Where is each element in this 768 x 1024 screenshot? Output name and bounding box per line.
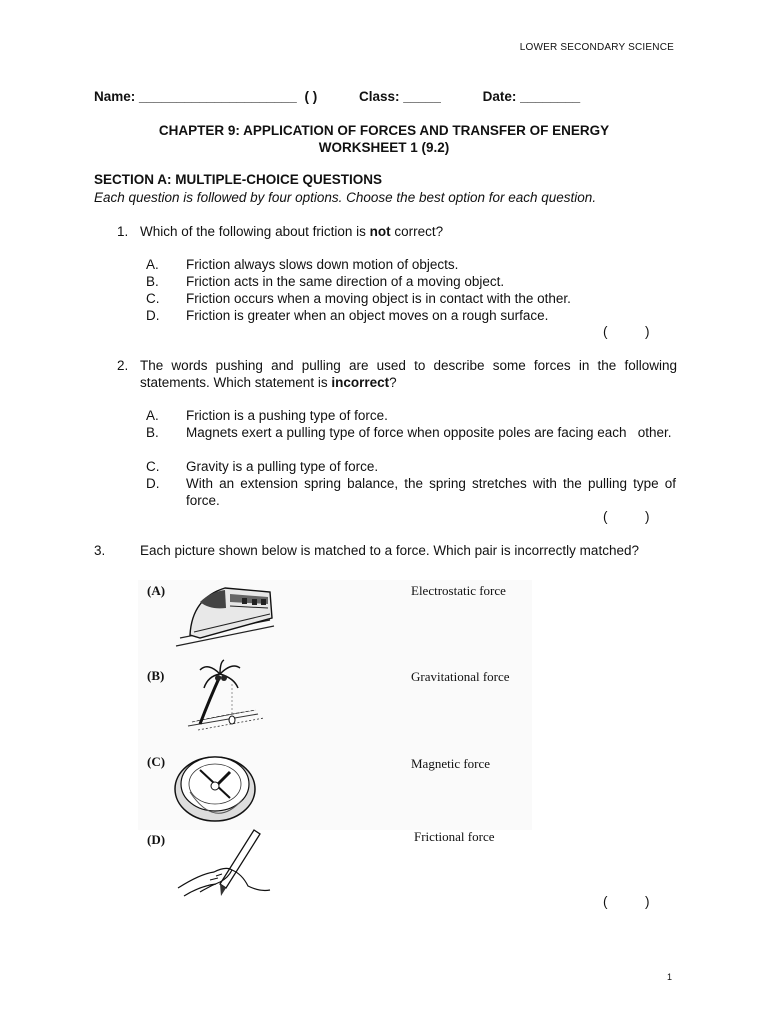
option-2a: A. Friction is a pushing type of force.: [146, 408, 388, 423]
option-1b: B. Friction acts in the same direction of a moving object.: [146, 274, 505, 289]
subject-header: LOWER SECONDARY SCIENCE: [519, 42, 674, 53]
question-text: Which of the following about friction is: [140, 224, 370, 239]
picture-a-label: (A): [147, 583, 166, 598]
compass-icon: [170, 744, 260, 824]
option-2b: B. Magnets exert a pulling type of force when opposite poles are facing each other.: [146, 425, 672, 440]
option-1c: C. Friction occurs when a moving object is in contact with the other.: [146, 291, 571, 306]
answer-box-1[interactable]: ( ): [603, 324, 650, 339]
student-info-line: [94, 88, 694, 105]
train-icon: [170, 580, 280, 650]
section-heading: SECTION A: MULTIPLE-CHOICE QUESTIONS: [94, 172, 383, 187]
class-label: Class:: [358, 89, 400, 104]
class-blank: _____: [403, 89, 441, 104]
picture-d-caption: Frictional force: [414, 829, 495, 844]
option-1a: A. Friction always slows down motion of objects.: [146, 257, 459, 272]
name-label: Name:: [94, 89, 136, 104]
question-2: [117, 357, 677, 391]
picture-c-caption: Magnetic force: [411, 756, 491, 771]
answer-box-3[interactable]: ( ): [603, 894, 650, 909]
picture-c-label: (C): [147, 754, 166, 769]
page-number: 1: [666, 972, 672, 982]
register-number-paren: ( ): [304, 89, 318, 104]
section-instruction: Each question is followed by four options. Choose the best option for each question.: [94, 190, 597, 205]
option-2c: C. Gravity is a pulling type of force.: [146, 459, 379, 474]
picture-a-caption: Electrostatic force: [411, 583, 506, 598]
question-text: Each picture shown below is matched to a force. Which pair is incorrectly matched?: [140, 543, 639, 558]
palm-tree-icon: [178, 658, 268, 733]
chapter-title: CHAPTER 9: APPLICATION OF FORCES AND TRANSFER OF ENERGY: [158, 123, 610, 138]
question-number: 1.: [117, 224, 129, 239]
question-number: 2.: [117, 358, 129, 373]
question-1: [117, 223, 677, 240]
question-text: The words pushing and pulling are used to describe some forces in the following statements. Which statement is: [140, 358, 677, 390]
pencil-writing-icon: [170, 826, 280, 901]
date-label: Date:: [482, 89, 517, 104]
question-emphasis: incorrect: [331, 375, 390, 390]
question-text-end: ?: [389, 375, 397, 390]
question-3: [94, 542, 677, 559]
question-emphasis: not: [369, 224, 391, 239]
option-1d: D. Friction is greater when an object moves on a rough surface.: [146, 308, 549, 323]
picture-d-label: (D): [147, 832, 166, 847]
picture-b-caption: Gravitational force: [411, 669, 510, 684]
option-2d: D. With an extension spring balance, the spring stretches with the pulling type of force.: [146, 476, 676, 508]
worksheet-title: WORKSHEET 1 (9.2): [318, 140, 450, 155]
name-blank: _____________________: [139, 89, 297, 104]
date-blank: ________: [520, 89, 581, 104]
question-text-end: correct?: [390, 224, 444, 239]
picture-b-label: (B): [147, 668, 165, 683]
answer-box-2[interactable]: ( ): [603, 509, 650, 524]
question-number: 3.: [94, 543, 106, 558]
